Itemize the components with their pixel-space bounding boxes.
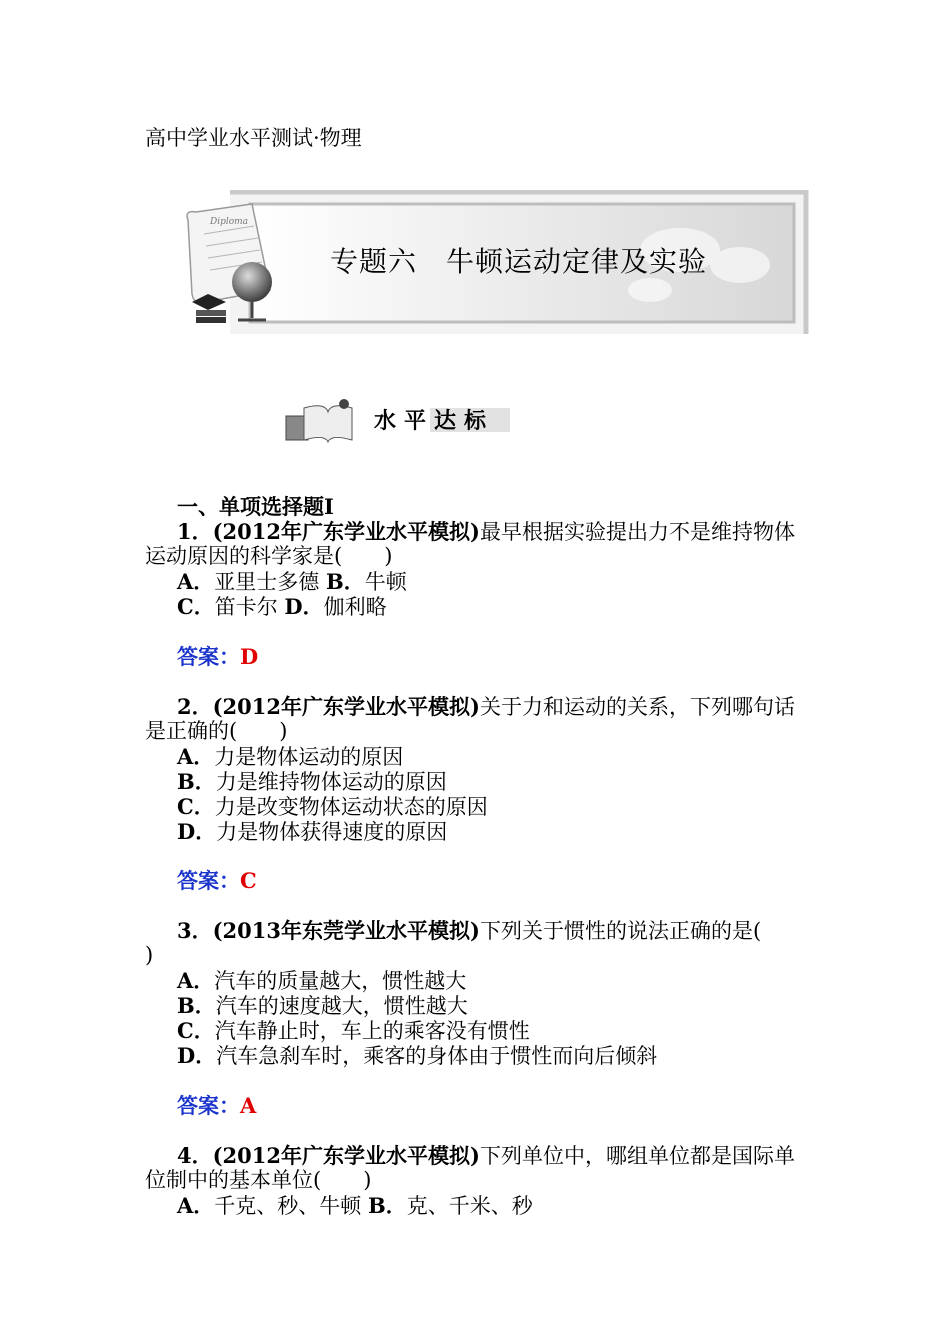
topic-title: 专题六 牛顿运动定律及实验 xyxy=(330,245,708,278)
section-title: 一、单项选择题Ⅰ xyxy=(177,494,334,519)
answer-3: 答案：A xyxy=(177,1093,257,1118)
question-2-option-d: D．力是物体获得速度的原因 xyxy=(177,819,448,844)
question-3-option-a: A．汽车的质量越大，惯性越大 xyxy=(177,968,467,993)
question-2-option-c: C．力是改变物体运动状态的原因 xyxy=(177,794,488,819)
question-3-option-c: C．汽车静止时，车上的乘客没有惯性 xyxy=(177,1018,530,1043)
question-3-line-1: 3．(2013年东莞学业水平模拟)下列关于惯性的说法正确的是( xyxy=(177,918,762,943)
svg-text:Diploma: Diploma xyxy=(210,217,249,227)
answer-2: 答案：C xyxy=(177,868,257,893)
question-4-line-2: 位制中的基本单位( ) xyxy=(145,1168,372,1192)
question-1-line-2: 运动原因的科学家是( ) xyxy=(145,544,393,568)
question-3-option-d: D．汽车急刹车时，乘客的身体由于惯性而向后倾斜 xyxy=(177,1043,658,1068)
question-1-options-cd: C．笛卡尔 D．伽利略 xyxy=(177,594,387,619)
question-4-options-ab: A．千克、秒、牛顿 B．克、千米、秒 xyxy=(177,1193,533,1218)
question-2-option-b: B．力是维持物体运动的原因 xyxy=(177,769,447,794)
question-2-line-1: 2．(2012年广东学业水平模拟)关于力和运动的关系，下列哪句话 xyxy=(177,694,795,719)
page-header-title: 高中学业水平测试·物理 xyxy=(145,126,362,150)
question-4-line-1: 4．(2012年广东学业水平模拟)下列单位中，哪组单位都是国际单 xyxy=(177,1143,795,1168)
question-2-line-2: 是正确的( ) xyxy=(145,719,288,743)
question-3-option-b: B．汽车的速度越大，惯性越大 xyxy=(177,993,468,1018)
answer-1: 答案：D xyxy=(177,644,259,669)
question-3-line-2: ) xyxy=(145,943,154,967)
question-2-option-a: A．力是物体运动的原因 xyxy=(177,744,404,769)
question-1-line-1: 1．(2012年广东学业水平模拟)最早根据实验提出力不是维持物体 xyxy=(177,519,795,544)
section-badge-text: 水平达标 xyxy=(374,408,495,434)
question-1-options-ab: A．亚里士多德 B．牛顿 xyxy=(177,569,407,594)
books-icon xyxy=(286,399,352,442)
